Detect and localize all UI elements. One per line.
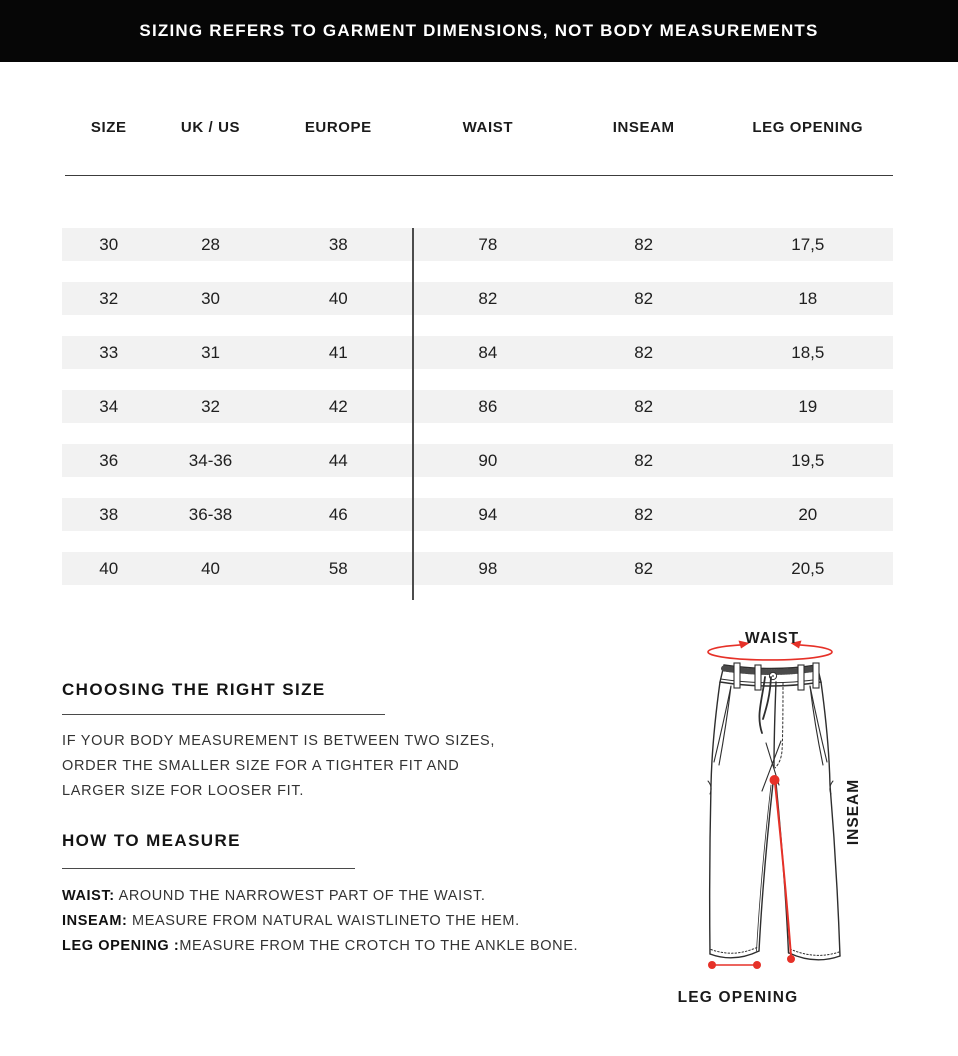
table-cell: 82 — [634, 288, 654, 308]
measure-instructions — [62, 884, 578, 959]
sizing-disclaimer-banner — [0, 0, 958, 62]
table-cell: 33 — [99, 342, 119, 362]
table-cell: 98 — [478, 558, 498, 578]
size-table-rows — [62, 228, 893, 606]
measure-label: LEG OPENING : — [62, 938, 180, 954]
table-row — [62, 282, 893, 315]
table-cell: 82 — [634, 342, 654, 362]
measure-instruction-waist — [62, 884, 578, 909]
pants-diagram — [615, 615, 945, 1040]
table-cell: 82 — [478, 288, 498, 308]
pocket-line — [810, 686, 823, 765]
table-cell: 41 — [328, 342, 348, 362]
table-row — [62, 390, 893, 423]
table-header-waist: WAIST — [462, 119, 514, 136]
table-cell: 82 — [634, 396, 654, 416]
table-row — [62, 498, 893, 531]
table-header-inseam: INSEAM — [612, 119, 675, 136]
table-header-uk-us: UK / US — [180, 119, 241, 136]
table-cell: 46 — [328, 504, 348, 524]
choosing-size-title: CHOOSING THE RIGHT SIZE — [62, 680, 326, 699]
table-header-rule — [65, 175, 893, 176]
table-cell: 19 — [798, 396, 818, 416]
how-to-measure-title: HOW TO MEASURE — [62, 831, 241, 850]
table-cell: 32 — [201, 396, 220, 416]
pocket-line — [714, 686, 731, 762]
size-table-header — [62, 119, 893, 136]
table-cell: 17,5 — [791, 234, 825, 254]
measure-text: MEASURE FROM NATURAL WAISTLINETO THE HEM. — [127, 913, 520, 929]
table-header-size: SIZE — [90, 119, 127, 136]
table-cell: 78 — [478, 234, 498, 254]
table-cell: 40 — [99, 558, 119, 578]
measure-text: AROUND THE NARROWEST PART OF THE WAIST. — [114, 888, 486, 904]
table-cell: 20,5 — [791, 558, 825, 578]
inseam-label: INSEAM — [845, 778, 862, 846]
sizing-advice-line: IF YOUR BODY MEASUREMENT IS BETWEEN TWO SIZES, — [62, 733, 496, 749]
table-cell: 84 — [478, 342, 498, 362]
table-cell: 82 — [634, 504, 654, 524]
table-cell: 44 — [328, 450, 348, 470]
measure-label: INSEAM: — [62, 913, 128, 929]
measure-text: MEASURE FROM THE CROTCH TO THE ANKLE BONE. — [179, 938, 579, 954]
table-cell: 34-36 — [188, 450, 233, 470]
table-cell: 18 — [798, 288, 818, 308]
table-cell: 82 — [634, 234, 654, 254]
sizing-advice-line: ORDER THE SMALLER SIZE FOR A TIGHTER FIT AND — [62, 758, 460, 774]
table-cell: 36 — [99, 450, 119, 470]
table-cell: 36-38 — [188, 504, 233, 524]
belt-loop — [755, 665, 761, 690]
table-row — [62, 228, 893, 261]
table-header-leg-opening: LEG OPENING — [752, 119, 864, 136]
leg-opening-label: LEG OPENING — [677, 989, 799, 1006]
waist-label: WAIST — [744, 630, 800, 647]
sizing-advice-text — [62, 729, 495, 804]
table-cell: 82 — [634, 450, 654, 470]
table-cell: 40 — [328, 288, 348, 308]
table-cell: 94 — [478, 504, 498, 524]
table-row — [62, 444, 893, 477]
table-cell: 82 — [634, 558, 654, 578]
measure-label: WAIST: — [62, 888, 115, 904]
table-cell: 58 — [328, 558, 348, 578]
inseam-line — [770, 775, 796, 963]
pocket-line — [810, 686, 827, 762]
table-cell: 20 — [798, 504, 818, 524]
table-cell: 34 — [99, 396, 119, 416]
table-cell: 30 — [99, 234, 119, 254]
column-divider — [412, 228, 414, 600]
belt-loop — [798, 665, 804, 690]
measure-instruction-leg-opening — [62, 934, 578, 959]
belt-loop — [813, 663, 819, 688]
table-cell: 19,5 — [791, 450, 825, 470]
table-cell: 38 — [99, 504, 119, 524]
table-cell: 90 — [478, 450, 498, 470]
sizing-disclaimer-text: SIZING REFERS TO GARMENT DIMENSIONS, NOT BODY MEASUREMENTS — [139, 21, 819, 40]
table-cell: 38 — [328, 234, 348, 254]
table-cell: 18,5 — [791, 342, 825, 362]
table-header-europe: EUROPE — [304, 119, 372, 136]
leg-opening-line — [708, 961, 761, 969]
table-row — [62, 552, 893, 585]
table-cell: 30 — [201, 288, 220, 308]
measure-instruction-inseam — [62, 909, 578, 934]
table-row — [62, 336, 893, 369]
table-cell: 32 — [99, 288, 119, 308]
pocket-line — [719, 686, 731, 765]
choosing-size-underline — [62, 714, 385, 715]
table-cell: 31 — [201, 342, 220, 362]
table-cell: 86 — [478, 396, 498, 416]
table-cell: 42 — [328, 396, 348, 416]
table-cell: 40 — [201, 558, 220, 578]
table-cell: 28 — [201, 234, 220, 254]
sizing-advice-line: LARGER SIZE FOR LOOSER FIT. — [62, 783, 305, 799]
how-to-measure-underline — [62, 868, 355, 869]
belt-loop — [734, 663, 740, 688]
